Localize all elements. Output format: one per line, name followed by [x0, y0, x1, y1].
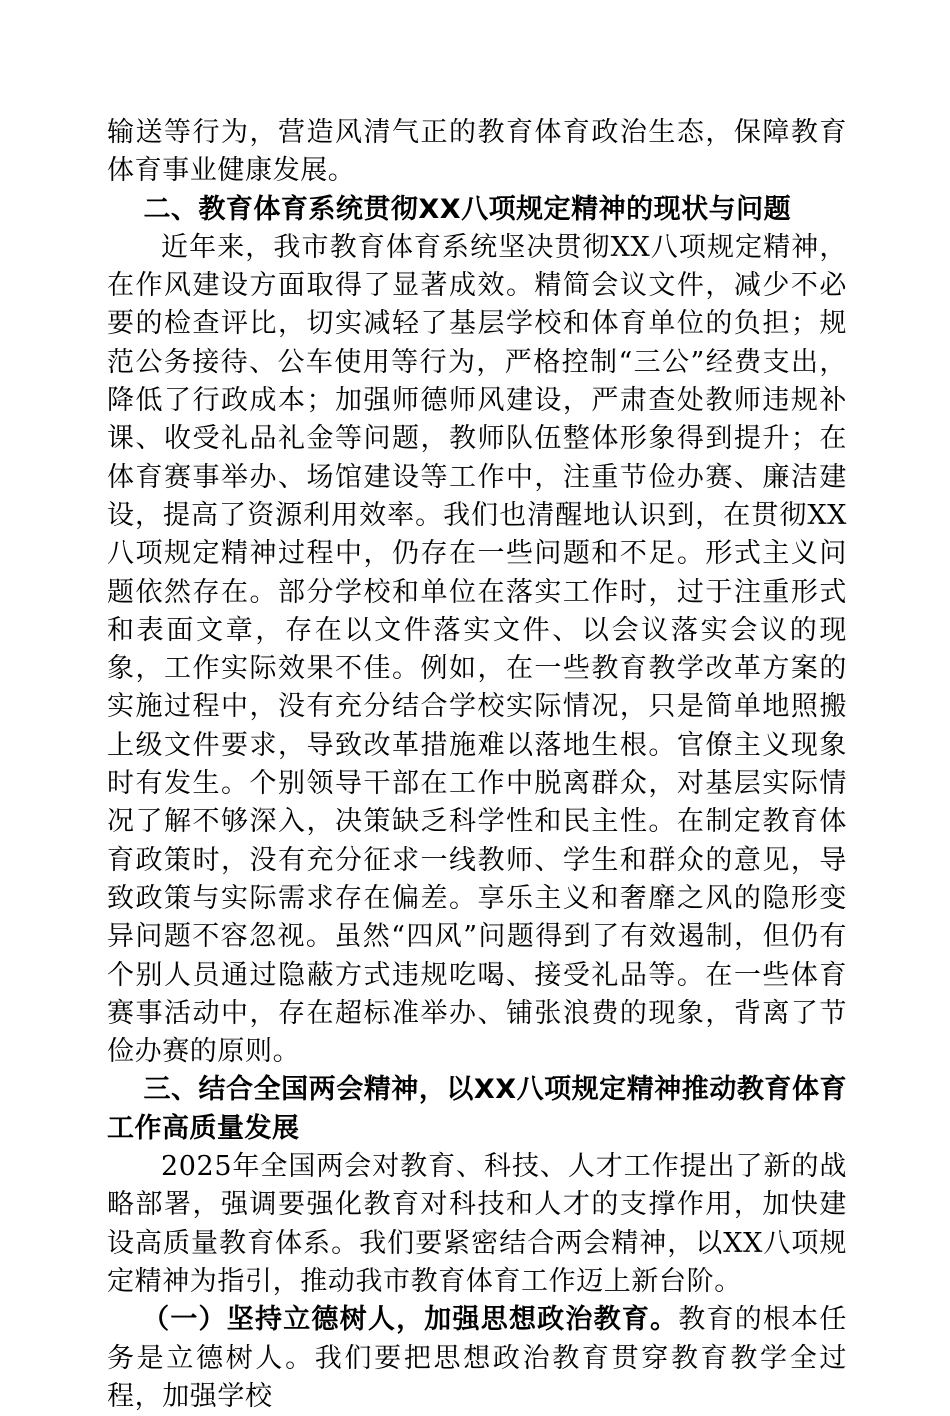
section-heading-3: 三、结合全国两会精神，以XX八项规定精神推动教育体育工作高质量发展	[107, 1074, 847, 1144]
subsection-paragraph-1	[107, 1301, 847, 1416]
subsection-heading: （一）坚持立德树人，加强思想政治教育。	[142, 1304, 679, 1336]
body-paragraph-two-sessions: 2025年全国两会对教育、科技、人才工作提出了新的战略部署，强调要强化教育对科技和人才的支撑作用，加快建设高质量教育体系。我们要紧密结合两会精神，以XX八项规定精神为指引，推动我市教育体育工作迈上新台阶。	[107, 1151, 847, 1297]
document-page	[107, 114, 847, 1416]
subsection-text: 教育的根本任务是立德树人。我们要把思想政治教育贯穿教育教学全过程，加强学校	[107, 1304, 847, 1412]
section-heading-2: 二、教育体育系统贯彻XX八项规定精神的现状与问题	[143, 193, 792, 225]
body-paragraph-status: 近年来，我市教育体育系统坚决贯彻XX八项规定精神，在作风建设方面取得了显著成效。精简会议文件，减少不必要的检查评比，切实减轻了基层学校和体育单位的负担；规范公务接待、公车使用等行为，严格控制“三公”经费支出，降低了行政成本；加强师德师风建设，严肃查处教师违规补课、收受礼品礼金等问题，教师队伍整体形象得到提升；在体育赛事举办、场馆建设等工作中，注重节俭办赛、廉洁建设，提高了资源利用效率。我们也清醒地认识到，在贯彻XX八项规定精神过程中，仍存在一些问题和不足。形式主义问题依然存在。部分学校和单位在落实工作时，过于注重形式和表面文章，存在以文件落实文件、以会议落实会议的现象，工作实际效果不佳。例如，在一些教育教学改革方案的实施过程中，没有充分结合学校实际情况，只是简单地照搬上级文件要求，导致改革措施难以落地生根。官僚主义现象时有发生。个别领导干部在工作中脱离群众，对基层实际情况了解不够深入，决策缺乏科学性和民主性。在制定教育体育政策时，没有充分征求一线教师、学生和群众的意见，导致政策与实际需求存在偏差。享乐主义和奢靡之风的隐形变异问题不容忽视。虽然“四风”问题得到了有效遏制，但仍有个别人员通过隐蔽方式违规吃喝、接受礼品等。在一些体育赛事活动中，存在超标准举办、铺张浪费的现象，背离了节俭办赛的原则。	[107, 231, 847, 1068]
paragraph-continuation: 输送等行为，营造风清气正的教育体育政治生态，保障教育体育事业健康发展。	[107, 117, 847, 187]
